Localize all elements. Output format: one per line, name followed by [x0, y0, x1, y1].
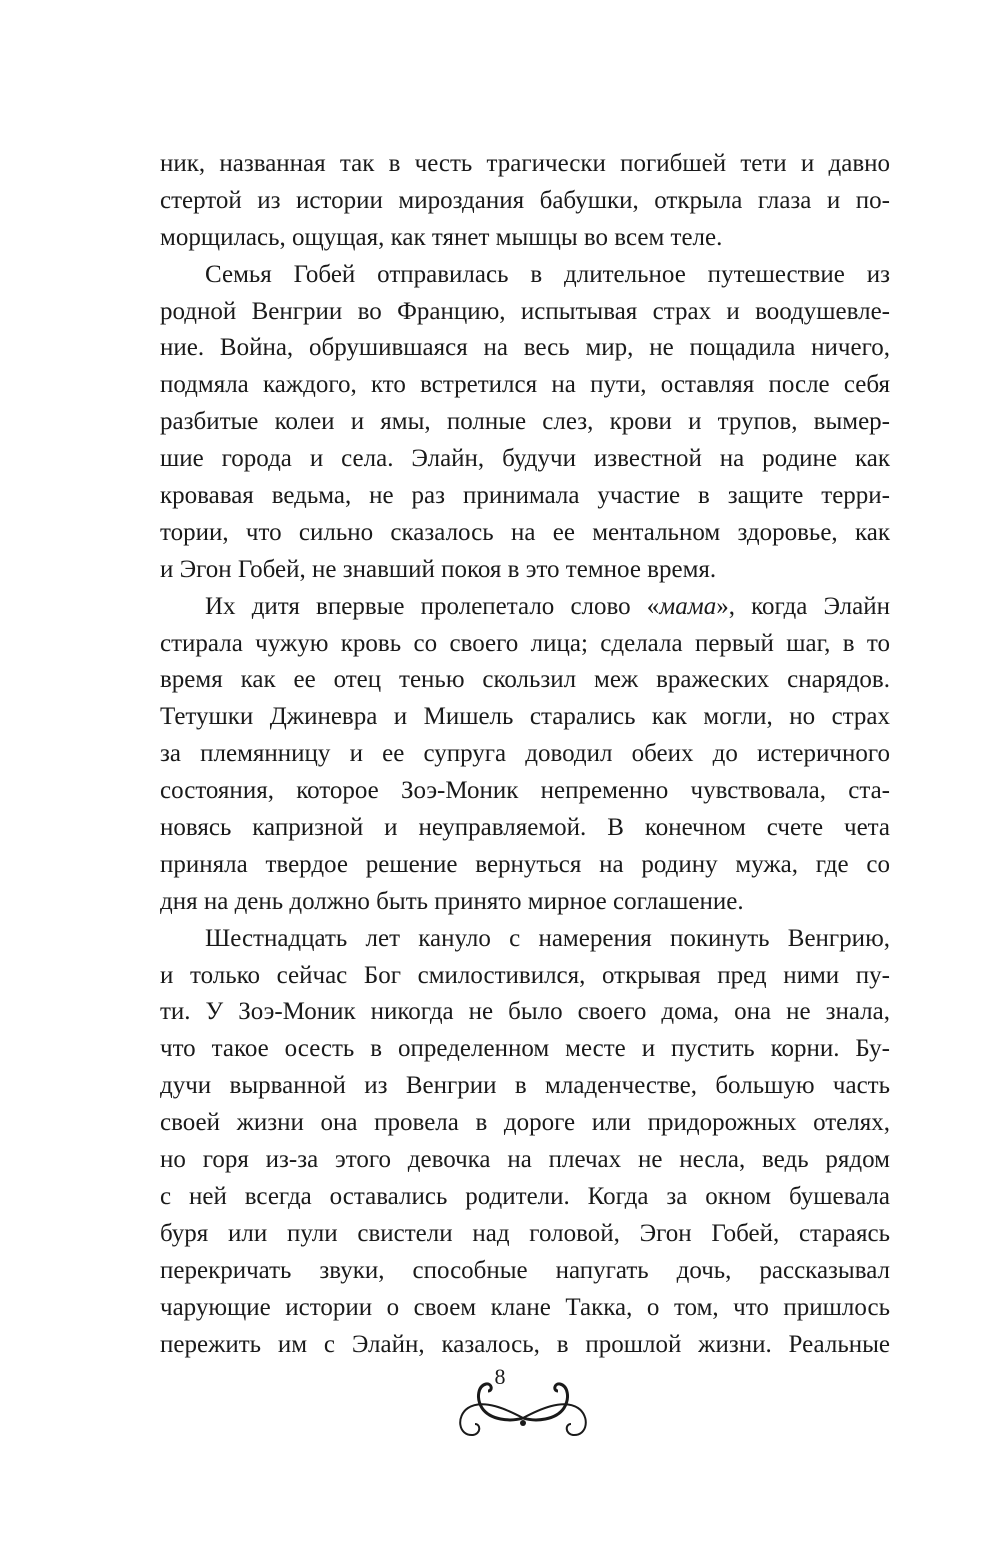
text-line: стирала чужую кровь со своего лица; сделала первый шаг, в то — [160, 629, 890, 657]
text-line — [160, 589, 890, 626]
text-line: Тетушки Джиневра и Мишель старались как могли, но страх — [160, 703, 890, 731]
text-line: и Эгон Гобей, не знавший покоя в это темное время. — [160, 555, 717, 583]
text-line: кровавая ведьма, не раз принимала участие в защите терри- — [160, 482, 890, 510]
text-line: ти. У Зоэ-Моник никогда не было своего дома, она не знала, — [160, 998, 890, 1026]
text-line: буря или пули свистели над головой, Эгон Гобей, стараясь — [160, 1219, 890, 1247]
text-line: Шестнадцать лет кануло с намерения покинуть Венгрию, — [205, 924, 890, 952]
text-line: ние. Война, обрушившаяся на весь мир, не пощадила ничего, — [160, 334, 890, 362]
text-line: новясь капризной и неуправляемой. В конечном счете чета — [160, 814, 890, 842]
text-line: пережить им с Элайн, казалось, в прошлой жизни. Реальные — [160, 1330, 890, 1358]
text-line: морщилась, ощущая, как тянет мышцы во всем теле. — [160, 223, 723, 251]
text-line: состояния, которое Зоэ-Моник непременно чувствовала, ста- — [160, 777, 890, 805]
text-line: стертой из истории мироздания бабушки, открыла глаза и по- — [160, 186, 890, 214]
text-line: время как ее отец тенью скользил меж вражеских снарядов. — [160, 666, 890, 694]
text-span: », когда Элайн — [716, 592, 890, 620]
text-line: что такое осесть в определенном месте и пустить корни. Бу- — [160, 1035, 890, 1063]
text-line: приняла твердое решение вернуться на родину мужа, где со — [160, 850, 890, 878]
text-line: перекричать звуки, способные напугать дочь, рассказывал — [160, 1256, 890, 1284]
text-line: разбитые колеи и ямы, полные слез, крови и трупов, вымер- — [160, 408, 890, 436]
text-line: за племянницу и ее супруга доводил обеих до истеричного — [160, 740, 890, 768]
text-line: с ней всегда оставались родители. Когда за окном бушевала — [160, 1182, 890, 1210]
text-span: Их дитя впервые пролепетало слово « — [205, 592, 660, 620]
text-line: чарующие истории о своем клане Такка, о том, что пришлось — [160, 1293, 890, 1321]
text-line: подмяла каждого, кто встретился на пути, оставляя после себя — [160, 371, 890, 399]
body-text — [160, 146, 890, 1363]
flourish-ornament-icon — [448, 1378, 598, 1440]
text-line: и только сейчас Бог смилостивился, открывая пред ними пу- — [160, 961, 890, 989]
text-line: но горя из-за этого девочка на плечах не несла, ведь рядом — [160, 1146, 890, 1174]
text-line: шие города и села. Элайн, будучи известной на родине как — [160, 445, 890, 473]
text-line: дучи вырванной из Венгрии в младенчестве, большую часть — [160, 1072, 890, 1100]
text-line: дня на день должно быть принято мирное соглашение. — [160, 887, 744, 915]
text-line: тории, что сильно сказалось на ее ментальном здоровье, как — [160, 518, 890, 546]
text-line: родной Венгрии во Францию, испытывая страх и воодушевле- — [160, 297, 890, 325]
italic-word: мама — [659, 592, 717, 620]
text-line: Семья Гобей отправилась в длительное путешествие из — [205, 260, 890, 288]
text-line: ник, названная так в честь трагически погибшей тети и давно — [160, 150, 890, 177]
text-line: своей жизни она провела в дороге или придорожных отелях, — [160, 1109, 890, 1137]
page-number: 8 — [494, 1364, 506, 1389]
